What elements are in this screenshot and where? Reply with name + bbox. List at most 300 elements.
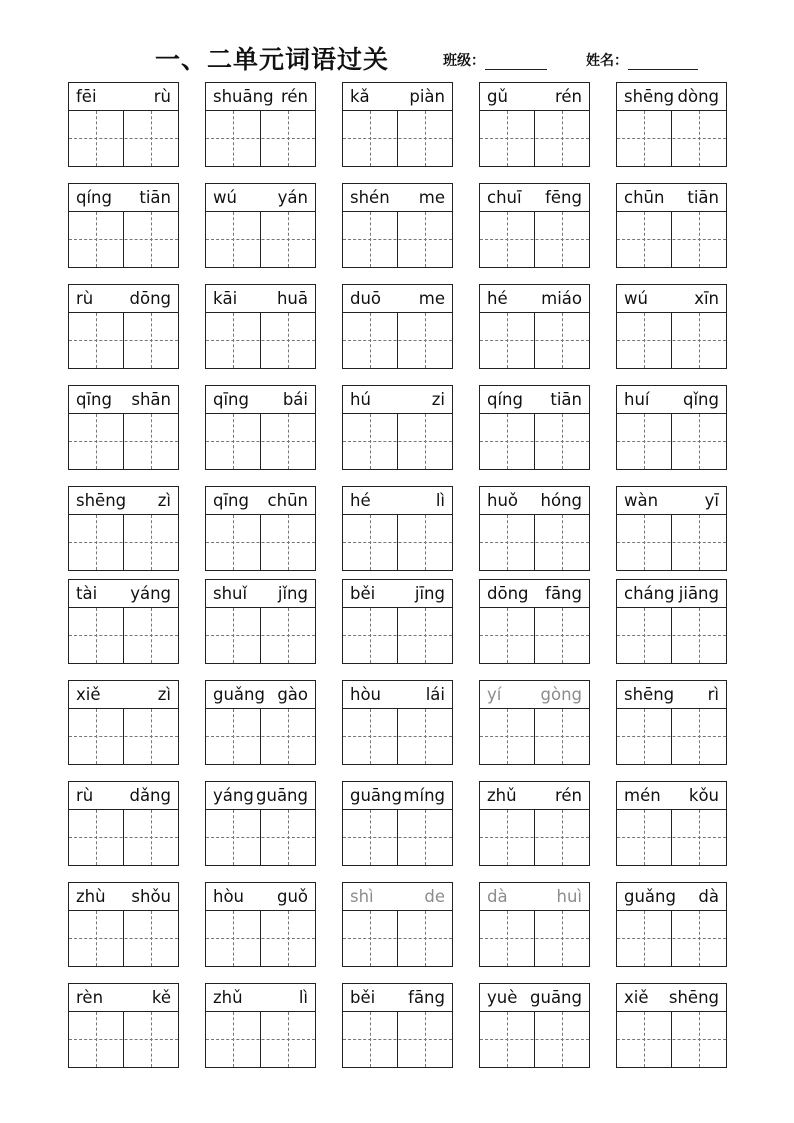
guide-line (233, 111, 234, 166)
word-cell (68, 983, 179, 1068)
pinyin-syllable: fēi (76, 87, 97, 106)
pinyin-syllable: rén (280, 87, 308, 106)
class-label: 班级： (443, 53, 485, 69)
guide-line (617, 1039, 726, 1040)
pinyin-label (69, 681, 178, 709)
word-cell (479, 486, 590, 571)
guide-line (480, 138, 589, 139)
character-writing-boxes[interactable] (206, 313, 315, 368)
pinyin-syllable: lái (425, 685, 445, 704)
pinyin-syllable: guāng (530, 988, 582, 1007)
pinyin-syllable: shén (350, 188, 390, 207)
character-writing-boxes[interactable] (69, 313, 178, 368)
guide-line (507, 515, 508, 570)
guide-line (233, 515, 234, 570)
pinyin-syllable: fāng (545, 584, 582, 603)
character-writing-boxes[interactable] (206, 608, 315, 663)
word-cell (68, 680, 179, 765)
word-row (68, 579, 728, 664)
guide-line (206, 138, 315, 139)
pinyin-label (617, 883, 726, 911)
guide-line (206, 837, 315, 838)
character-writing-boxes[interactable] (480, 212, 589, 267)
word-cell (342, 82, 453, 167)
guide-line (507, 911, 508, 966)
word-row (68, 183, 728, 268)
pinyin-syllable: hé (487, 289, 508, 308)
worksheet-title: 一、二单元词语过关 (155, 45, 390, 74)
character-writing-boxes[interactable] (617, 414, 726, 469)
pinyin-syllable: rù (153, 87, 171, 106)
pinyin-syllable: rì (707, 685, 719, 704)
pinyin-label (343, 184, 452, 212)
character-writing-boxes[interactable] (617, 911, 726, 966)
character-writing-boxes[interactable] (343, 810, 452, 865)
word-cell (616, 82, 727, 167)
character-writing-boxes[interactable] (206, 414, 315, 469)
word-cell (205, 781, 316, 866)
guide-line (233, 313, 234, 368)
guide-line (343, 938, 452, 939)
guide-line (507, 111, 508, 166)
guide-line (370, 709, 371, 764)
guide-line (480, 239, 589, 240)
word-row (68, 284, 728, 369)
character-writing-boxes[interactable] (69, 515, 178, 570)
character-writing-boxes[interactable] (343, 313, 452, 368)
guide-line (425, 111, 426, 166)
pinyin-syllable: hòu (350, 685, 382, 704)
character-writing-boxes[interactable] (343, 709, 452, 764)
pinyin-label (480, 782, 589, 810)
word-cell (479, 284, 590, 369)
character-writing-boxes[interactable] (480, 911, 589, 966)
pinyin-syllable: miáo (541, 289, 582, 308)
character-writing-boxes[interactable] (343, 1012, 452, 1067)
character-writing-boxes[interactable] (617, 313, 726, 368)
pinyin-syllable: tiān (550, 390, 582, 409)
guide-line (343, 138, 452, 139)
guide-line (370, 911, 371, 966)
guide-line (425, 608, 426, 663)
character-writing-boxes[interactable] (69, 911, 178, 966)
guide-line (370, 414, 371, 469)
pinyin-label (617, 83, 726, 111)
pinyin-syllable: shǒu (131, 887, 171, 906)
guide-line (617, 938, 726, 939)
character-writing-boxes[interactable] (343, 212, 452, 267)
pinyin-syllable: me (418, 188, 445, 207)
character-writing-boxes[interactable] (617, 810, 726, 865)
word-cell (479, 983, 590, 1068)
guide-line (370, 212, 371, 267)
character-writing-boxes[interactable] (617, 709, 726, 764)
guide-line (699, 313, 700, 368)
guide-line (507, 810, 508, 865)
character-writing-boxes[interactable] (343, 111, 452, 166)
pinyin-syllable: lì (298, 988, 308, 1007)
word-cell (68, 82, 179, 167)
guide-line (288, 810, 289, 865)
pinyin-label (480, 184, 589, 212)
character-writing-boxes[interactable] (480, 709, 589, 764)
pinyin-syllable: shuǐ (213, 584, 248, 603)
pinyin-syllable: guāng (256, 786, 308, 805)
name-field (586, 50, 698, 70)
word-cell (68, 385, 179, 470)
pinyin-label (206, 883, 315, 911)
pinyin-syllable: qǐng (683, 390, 719, 409)
character-writing-boxes[interactable] (69, 709, 178, 764)
guide-line (233, 608, 234, 663)
guide-line (206, 736, 315, 737)
pinyin-syllable: shēng (668, 988, 719, 1007)
word-cell (479, 680, 590, 765)
character-writing-boxes[interactable] (69, 212, 178, 267)
guide-line (507, 313, 508, 368)
guide-line (370, 111, 371, 166)
pinyin-syllable: chūn (267, 491, 308, 510)
character-writing-boxes[interactable] (69, 414, 178, 469)
pinyin-label (69, 184, 178, 212)
guide-line (288, 414, 289, 469)
guide-line (96, 515, 97, 570)
guide-line (699, 810, 700, 865)
guide-line (69, 736, 178, 737)
pinyin-label (69, 984, 178, 1012)
guide-line (96, 911, 97, 966)
pinyin-syllable: míng (403, 786, 445, 805)
word-cell (616, 579, 727, 664)
word-cell (205, 284, 316, 369)
guide-line (69, 340, 178, 341)
guide-line (151, 212, 152, 267)
pinyin-syllable: kāi (213, 289, 238, 308)
pinyin-syllable: huì (556, 887, 582, 906)
guide-line (206, 938, 315, 939)
pinyin-syllable: rù (76, 786, 94, 805)
character-writing-boxes[interactable] (206, 515, 315, 570)
guide-line (370, 810, 371, 865)
guide-line (644, 212, 645, 267)
guide-line (644, 608, 645, 663)
guide-line (288, 608, 289, 663)
word-cell (616, 680, 727, 765)
guide-line (425, 810, 426, 865)
character-writing-boxes[interactable] (480, 414, 589, 469)
guide-line (699, 911, 700, 966)
word-cell (479, 82, 590, 167)
pinyin-label (206, 487, 315, 515)
word-cell (342, 882, 453, 967)
guide-line (562, 1012, 563, 1067)
pinyin-syllable: yí (487, 685, 502, 704)
guide-line (288, 313, 289, 368)
guide-line (562, 212, 563, 267)
guide-line (96, 709, 97, 764)
guide-line (288, 1012, 289, 1067)
guide-line (425, 212, 426, 267)
pinyin-label (480, 883, 589, 911)
word-cell (205, 680, 316, 765)
guide-line (644, 709, 645, 764)
character-writing-boxes[interactable] (617, 515, 726, 570)
pinyin-syllable: qīng (213, 491, 249, 510)
guide-line (507, 608, 508, 663)
guide-line (370, 515, 371, 570)
pinyin-syllable: hóng (540, 491, 582, 510)
guide-line (617, 138, 726, 139)
pinyin-label (206, 184, 315, 212)
word-cell (479, 882, 590, 967)
word-cell (616, 385, 727, 470)
pinyin-syllable: rén (554, 87, 582, 106)
guide-line (562, 313, 563, 368)
pinyin-syllable: shēng (624, 685, 675, 704)
guide-line (96, 414, 97, 469)
guide-line (233, 1012, 234, 1067)
character-writing-boxes[interactable] (69, 1012, 178, 1067)
pinyin-label (617, 782, 726, 810)
guide-line (288, 212, 289, 267)
character-writing-boxes[interactable] (617, 608, 726, 663)
word-cell (342, 983, 453, 1068)
character-writing-boxes[interactable] (480, 111, 589, 166)
character-writing-boxes[interactable] (480, 515, 589, 570)
guide-line (96, 212, 97, 267)
guide-line (370, 1012, 371, 1067)
guide-line (562, 111, 563, 166)
word-cell (616, 983, 727, 1068)
guide-line (562, 515, 563, 570)
word-row (68, 680, 728, 765)
guide-line (206, 542, 315, 543)
pinyin-syllable: kě (151, 988, 171, 1007)
pinyin-syllable: qíng (487, 390, 523, 409)
guide-line (343, 1039, 452, 1040)
pinyin-syllable: huǒ (487, 491, 519, 510)
character-writing-boxes[interactable] (343, 608, 452, 663)
guide-line (233, 414, 234, 469)
guide-line (562, 709, 563, 764)
character-writing-boxes[interactable] (206, 1012, 315, 1067)
pinyin-syllable: hòu (213, 887, 245, 906)
pinyin-syllable: wú (624, 289, 648, 308)
guide-line (562, 608, 563, 663)
guide-line (699, 111, 700, 166)
pinyin-syllable: rén (554, 786, 582, 805)
guide-line (617, 239, 726, 240)
guide-line (69, 441, 178, 442)
guide-line (644, 911, 645, 966)
pinyin-label (69, 285, 178, 313)
pinyin-syllable: de (424, 887, 445, 906)
pinyin-syllable: zhù (76, 887, 106, 906)
pinyin-syllable: rèn (76, 988, 104, 1007)
pinyin-syllable: yáng (130, 584, 171, 603)
character-writing-boxes[interactable] (69, 111, 178, 166)
pinyin-label (480, 487, 589, 515)
character-writing-boxes[interactable] (69, 810, 178, 865)
word-row (68, 385, 728, 470)
guide-line (151, 911, 152, 966)
guide-line (69, 837, 178, 838)
pinyin-syllable: hé (350, 491, 371, 510)
guide-line (480, 441, 589, 442)
guide-line (699, 608, 700, 663)
pinyin-syllable: xiě (624, 988, 649, 1007)
pinyin-label (206, 386, 315, 414)
guide-line (370, 313, 371, 368)
pinyin-syllable: hú (350, 390, 371, 409)
character-writing-boxes[interactable] (343, 911, 452, 966)
pinyin-syllable: xiě (76, 685, 101, 704)
character-writing-boxes[interactable] (617, 1012, 726, 1067)
word-cell (205, 882, 316, 967)
pinyin-syllable: fāng (408, 988, 445, 1007)
guide-line (507, 212, 508, 267)
pinyin-label (206, 83, 315, 111)
guide-line (288, 111, 289, 166)
pinyin-syllable: zi (431, 390, 445, 409)
guide-line (151, 608, 152, 663)
guide-line (480, 542, 589, 543)
character-writing-boxes[interactable] (480, 313, 589, 368)
pinyin-syllable: dǎng (129, 786, 171, 805)
character-writing-boxes[interactable] (617, 111, 726, 166)
pinyin-label (617, 984, 726, 1012)
word-cell (68, 579, 179, 664)
guide-line (644, 414, 645, 469)
pinyin-syllable: dà (487, 887, 508, 906)
pinyin-syllable: gòng (540, 685, 582, 704)
word-cell (342, 781, 453, 866)
pinyin-label (617, 386, 726, 414)
name-blank[interactable] (628, 55, 698, 70)
guide-line (699, 1012, 700, 1067)
pinyin-syllable: guǎng (213, 685, 265, 704)
guide-line (644, 111, 645, 166)
pinyin-label (617, 184, 726, 212)
pinyin-label (343, 386, 452, 414)
guide-line (425, 1012, 426, 1067)
pinyin-syllable: dòng (677, 87, 719, 106)
character-writing-boxes[interactable] (206, 111, 315, 166)
guide-line (644, 515, 645, 570)
character-writing-boxes[interactable] (480, 810, 589, 865)
worksheet-header (0, 38, 794, 72)
pinyin-syllable: dà (698, 887, 719, 906)
pinyin-syllable: huā (276, 289, 308, 308)
pinyin-label (343, 984, 452, 1012)
pinyin-syllable: piàn (409, 87, 445, 106)
character-writing-boxes[interactable] (206, 709, 315, 764)
pinyin-label (480, 580, 589, 608)
pinyin-label (617, 580, 726, 608)
pinyin-syllable: bái (282, 390, 308, 409)
pinyin-syllable: tiān (687, 188, 719, 207)
guide-line (206, 239, 315, 240)
pinyin-label (69, 487, 178, 515)
guide-line (151, 810, 152, 865)
guide-line (343, 542, 452, 543)
word-cell (205, 983, 316, 1068)
guide-line (370, 608, 371, 663)
guide-line (69, 938, 178, 939)
guide-line (507, 414, 508, 469)
word-cell (342, 284, 453, 369)
word-cell (342, 385, 453, 470)
guide-line (480, 837, 589, 838)
word-cell (68, 781, 179, 866)
character-writing-boxes[interactable] (69, 608, 178, 663)
pinyin-label (480, 984, 589, 1012)
pinyin-label (343, 83, 452, 111)
pinyin-syllable: yáng (213, 786, 254, 805)
character-writing-boxes[interactable] (343, 414, 452, 469)
pinyin-syllable: zhǔ (213, 988, 243, 1007)
word-cell (68, 882, 179, 967)
pinyin-syllable: zì (157, 491, 171, 510)
pinyin-syllable: kǒu (688, 786, 719, 805)
guide-line (288, 911, 289, 966)
word-cell (205, 579, 316, 664)
word-row (68, 781, 728, 866)
pinyin-label (343, 285, 452, 313)
guide-line (699, 709, 700, 764)
character-writing-boxes[interactable] (343, 515, 452, 570)
word-cell (479, 781, 590, 866)
character-writing-boxes[interactable] (206, 810, 315, 865)
pinyin-syllable: běi (350, 584, 376, 603)
word-cell (479, 579, 590, 664)
word-cell (205, 183, 316, 268)
character-writing-boxes[interactable] (617, 212, 726, 267)
character-writing-boxes[interactable] (480, 1012, 589, 1067)
guide-line (480, 635, 589, 636)
pinyin-syllable: mén (624, 786, 661, 805)
pinyin-syllable: shēng (76, 491, 127, 510)
character-writing-boxes[interactable] (480, 608, 589, 663)
pinyin-syllable: rù (76, 289, 94, 308)
word-cell (479, 385, 590, 470)
word-row (68, 486, 728, 571)
guide-line (617, 736, 726, 737)
guide-line (206, 635, 315, 636)
pinyin-syllable: wú (213, 188, 237, 207)
pinyin-syllable: duō (350, 289, 382, 308)
character-writing-boxes[interactable] (206, 911, 315, 966)
class-blank[interactable] (485, 55, 547, 70)
pinyin-syllable: wàn (624, 491, 659, 510)
guide-line (644, 810, 645, 865)
guide-line (69, 1039, 178, 1040)
guide-line (699, 212, 700, 267)
pinyin-label (480, 386, 589, 414)
guide-line (151, 111, 152, 166)
guide-line (151, 709, 152, 764)
pinyin-syllable: jǐng (277, 584, 308, 603)
pinyin-syllable: tiān (139, 188, 171, 207)
pinyin-label (206, 782, 315, 810)
word-cell (616, 882, 727, 967)
character-writing-boxes[interactable] (206, 212, 315, 267)
guide-line (617, 837, 726, 838)
pinyin-syllable: shān (131, 390, 171, 409)
pinyin-syllable: qīng (76, 390, 112, 409)
guide-line (644, 313, 645, 368)
pinyin-label (206, 681, 315, 709)
